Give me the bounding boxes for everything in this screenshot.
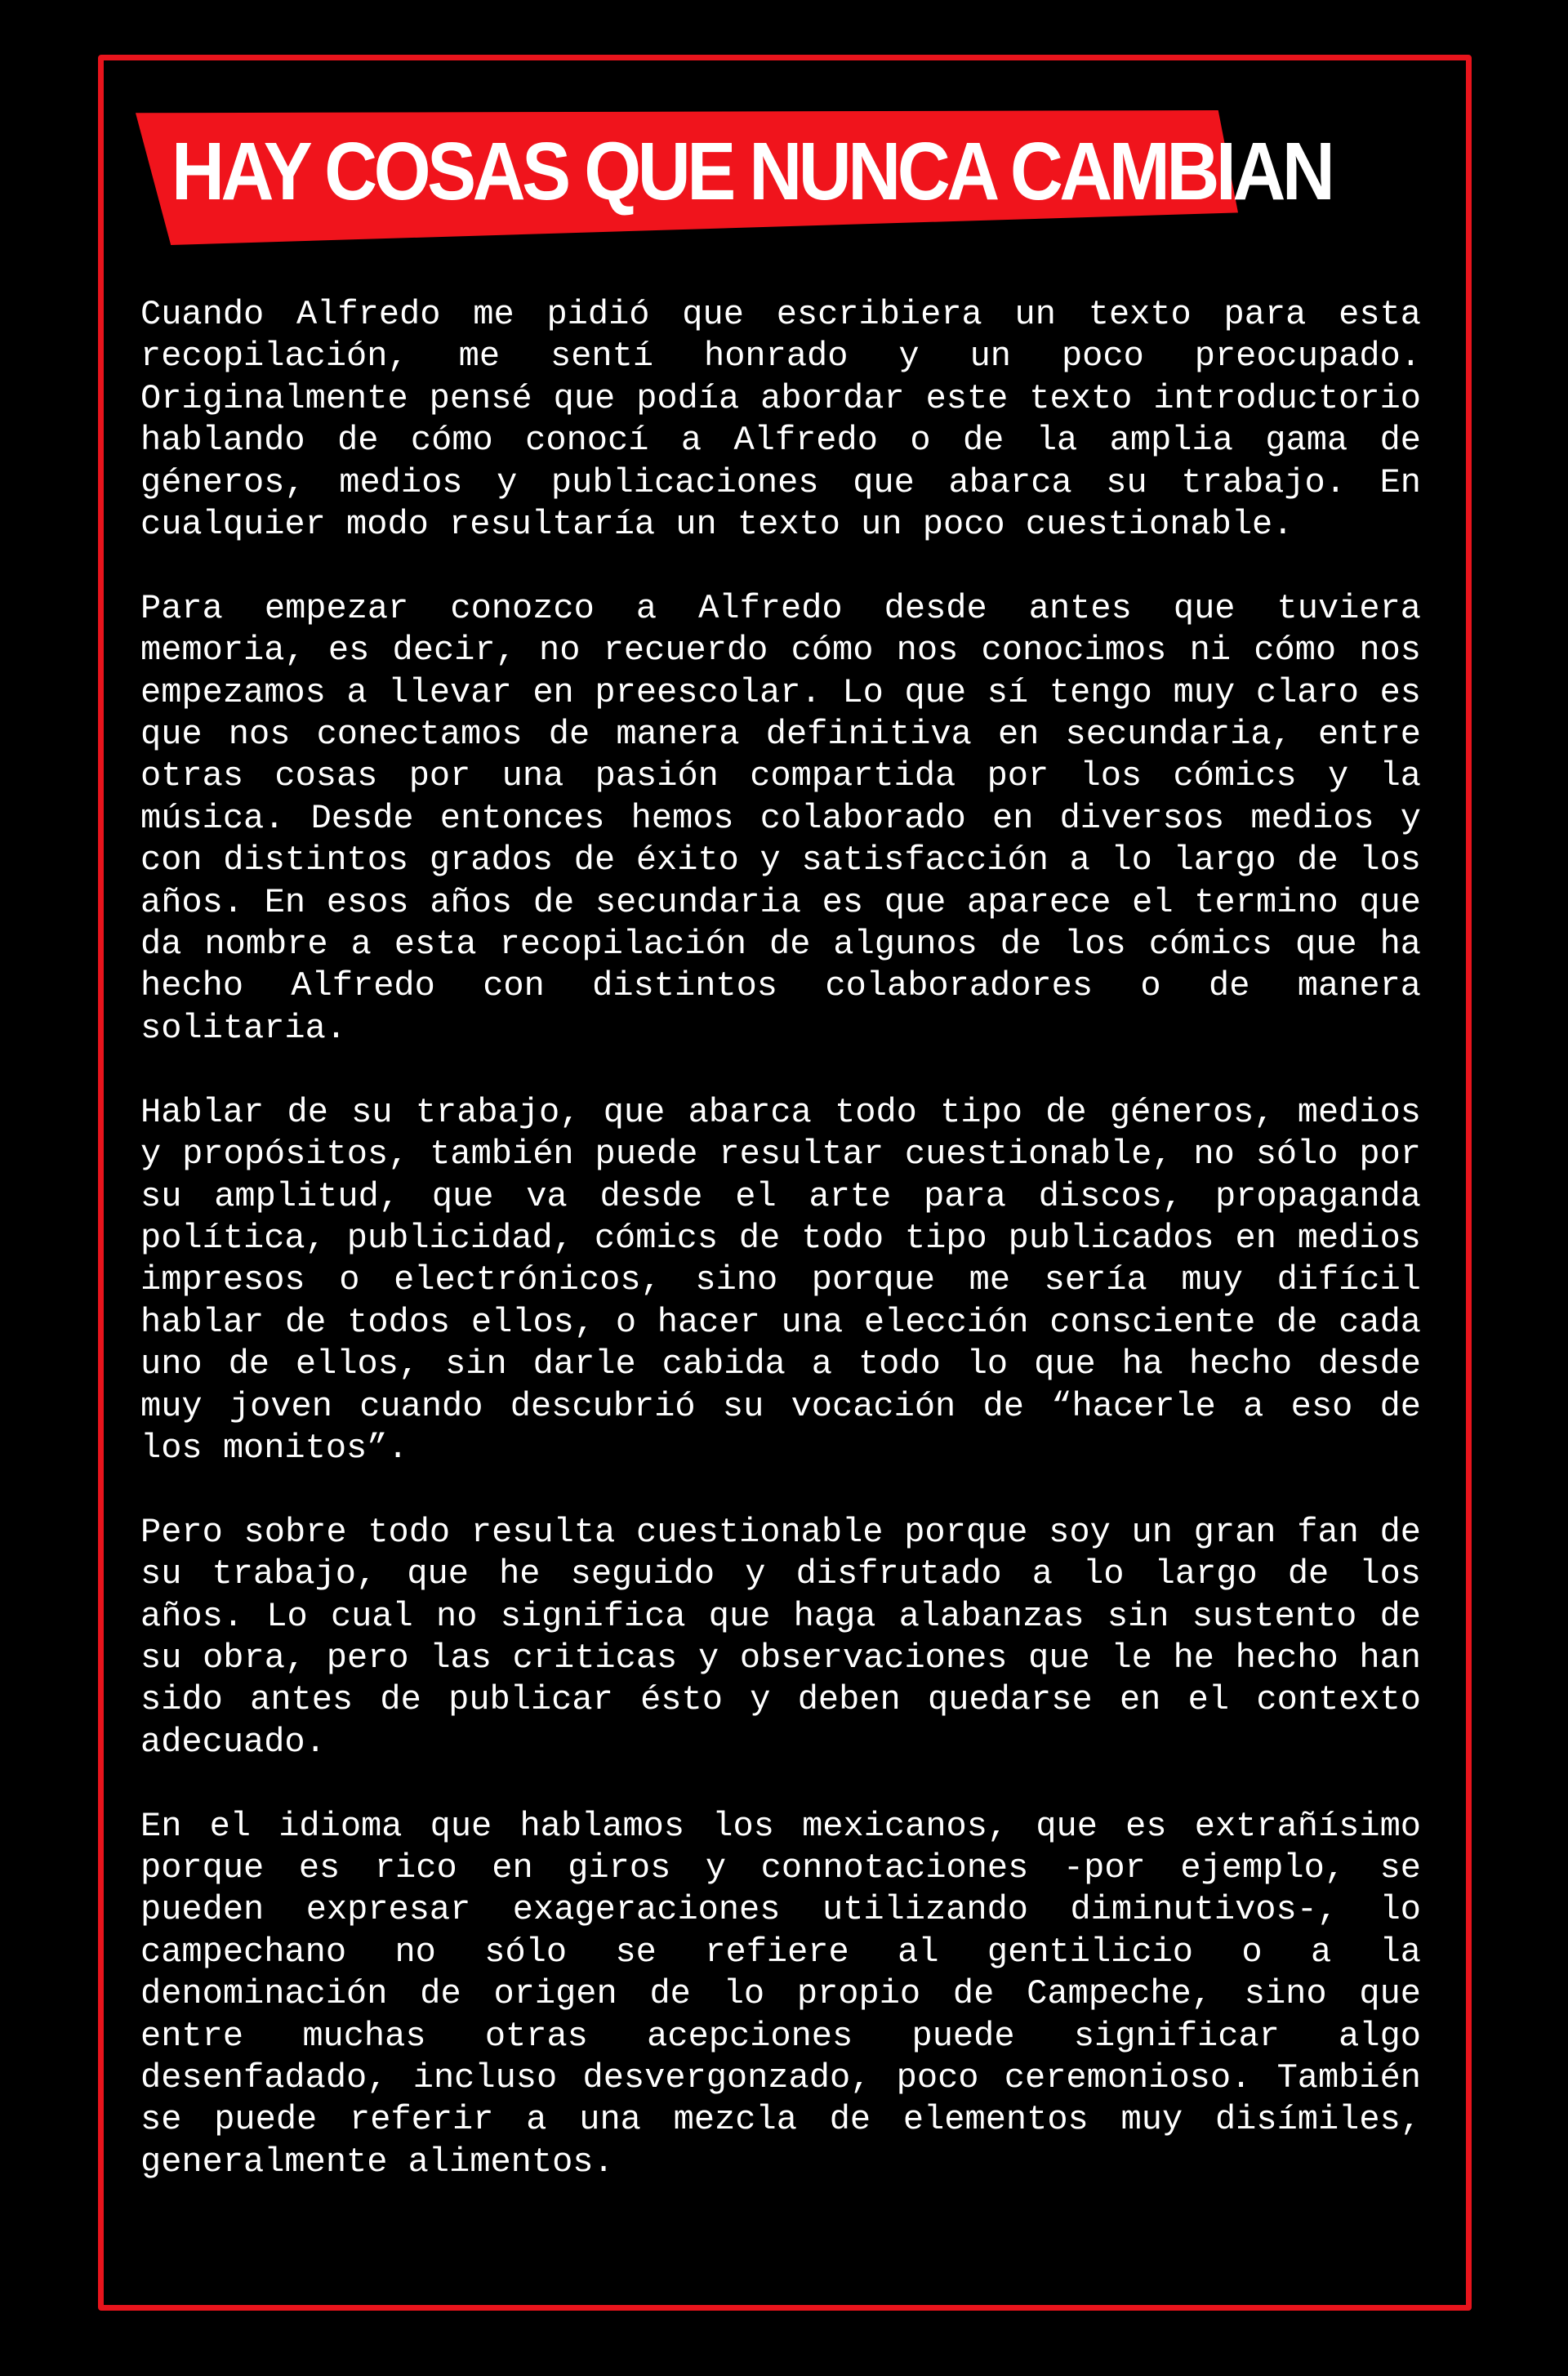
paragraph-1: Cuando Alfredo me pidió que escribiera un texto para esta recopilación, me sentí honrado y un poco preocupado. Originalmente pensé que podía abordar este texto introductorio hablando de cómo conocí a Alfredo o de la amplia gama de géneros, medios y publicaciones que abarca su trabajo. En cualquier modo resultaría un texto un poco cuestionable. xyxy=(140,295,1421,545)
paragraph-4: Pero sobre todo resulta cuestionable porque soy un gran fan de su trabajo, que he seguido y disfrutado a lo largo de los años. Lo cual no significa que haga alabanzas sin sustento de su obra, pero las criticas y observaciones que le he hecho han sido antes de publicar ésto y deben quedarse en el contexto adecuado. xyxy=(140,1512,1421,1762)
paragraph-2: Para empezar conozco a Alfredo desde antes que tuviera memoria, es decir, no recuerdo cómo nos conocimos ni cómo nos empezamos a llevar en preescolar. Lo que sí tengo muy claro es que nos conectamos de manera definitiva en secundaria, entre otras cosas por una pasión compartida por los cómics y la música. Desde entonces hemos colaborado en diversos medios y con distintos grados de éxito y satisfacción a lo largo de los años. En esos años de secundaria es que aparece el termino que da nombre a esta recopilación de algunos de los cómics que ha hecho Alfredo con distintos colaboradores o de manera solitaria. xyxy=(140,588,1421,1048)
paragraph-5: En el idioma que hablamos los mexicanos, que es extrañísimo porque es rico en giros y connotaciones -por ejemplo, se pueden expresar exageraciones utilizando diminutivos-, lo campechano no sólo se refiere al gentilicio o a la denominación de origen de lo propio de Campeche, sino que entre muchas otras acepciones puede significar algo desenfadado, incluso desvergonzado, poco ceremonioso. También se puede referir a una mezcla de elementos muy disímiles, generalmente alimentos. xyxy=(140,1806,1421,2182)
article-body xyxy=(140,294,1421,2226)
paragraph-3: Hablar de su trabajo, que abarca todo tipo de géneros, medios y propósitos, también puede resultar cuestionable, no sólo por su amplitud, que va desde el arte para discos, propaganda política, publicidad, cómics de todo tipo publicados en medios impresos o electrónicos, sino porque me sería muy difícil hablar de todos ellos, o hacer una elección consciente de cada uno de ellos, sin darle cabida a todo lo que ha hecho desde muy joven cuando descubrió su vocación de “hacerle a eso de los monitos”. xyxy=(140,1092,1421,1468)
page-title: HAY COSAS QUE NUNCA CAMBIAN xyxy=(172,126,1332,217)
